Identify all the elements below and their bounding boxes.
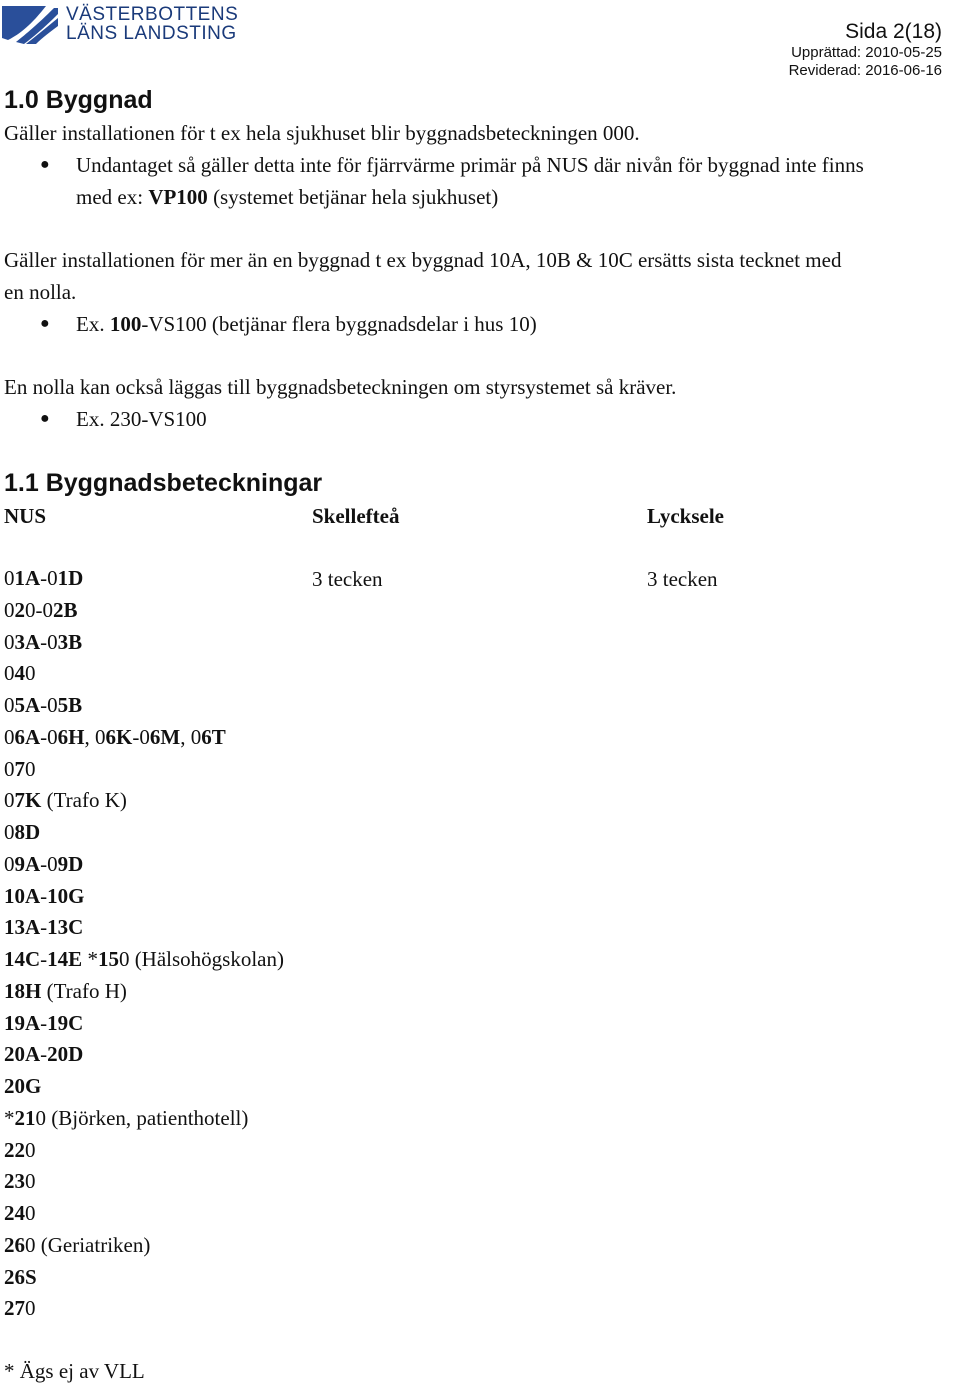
nus-item-segment: 0	[4, 566, 15, 590]
nus-item-segment: -0	[132, 724, 150, 749]
nus-item-segment: 14E	[47, 947, 83, 971]
skelleftea-value: 3 tecken	[312, 567, 383, 591]
nus-item-segment: 23	[4, 1169, 25, 1194]
lycksele-value: 3 tecken	[647, 567, 718, 591]
nus-item-segment: 20A	[4, 1042, 41, 1067]
paragraph-2-line-1: Gäller installationen för mer än en byggnad t ex byggnad 10A, 10B & 10C ersätts sista tecknet med	[4, 248, 842, 272]
column-header-lycksele: Lycksele	[647, 504, 724, 528]
nus-item-segment: 5A	[14, 693, 41, 717]
nus-item-segment: 13C	[47, 915, 84, 940]
nus-item-segment: 0	[4, 724, 15, 749]
bullet-1-line-2: med ex: VP100 (systemet betjänar hela sjukhuset)	[76, 185, 499, 209]
nus-item-segment: -	[40, 1010, 48, 1035]
section-heading-byggnad: 1.0 Byggnad	[4, 86, 153, 114]
column-header-nus: NUS	[4, 504, 47, 528]
nus-building-item	[4, 1198, 284, 1230]
nus-item-segment: 14C	[4, 947, 41, 971]
nus-building-item	[4, 563, 284, 595]
nus-item-segment: 0	[4, 597, 15, 622]
nus-building-item	[4, 944, 284, 976]
nus-item-segment: *	[82, 947, 98, 971]
nus-item-segment: 10A	[4, 883, 41, 908]
nus-item-segment: 20G	[4, 1074, 42, 1098]
nus-item-segment: 9A	[14, 851, 41, 876]
nus-item-segment: 1D	[57, 566, 84, 590]
nus-item-segment: 0	[4, 851, 15, 876]
column-header-skelleftea: Skellefteå	[312, 504, 400, 528]
nus-item-segment: 10G	[47, 883, 85, 908]
nus-item-segment: 0	[4, 820, 15, 844]
nus-item-segment: 6M	[149, 724, 181, 749]
nus-building-item	[4, 1166, 284, 1198]
nus-building-item	[4, 1071, 284, 1103]
nus-item-segment: 0	[4, 756, 15, 781]
bullet-2: Ex. 100-VS100 (betjänar flera byggnadsdelar i hus 10)	[76, 312, 537, 336]
nus-item-segment: -	[40, 883, 48, 908]
paragraph-2-line-2: en nolla.	[4, 280, 77, 304]
logo-text	[66, 5, 238, 43]
nus-item-segment: -0	[40, 851, 58, 876]
nus-building-item	[4, 912, 284, 944]
nus-building-item	[4, 1039, 284, 1071]
nus-item-segment: -	[40, 1042, 48, 1067]
nus-item-segment: 7	[14, 756, 25, 781]
nus-item-segment: 6T	[201, 724, 226, 749]
nus-building-item	[4, 785, 284, 817]
bullet-icon: ●	[40, 156, 50, 173]
nus-item-segment: -0	[40, 693, 58, 717]
nus-building-item	[4, 1230, 284, 1262]
nus-item-segment: -	[40, 947, 48, 971]
nus-item-segment: 26S	[4, 1264, 37, 1289]
nus-item-segment: 21	[14, 1105, 36, 1130]
logo	[2, 4, 242, 46]
nus-item-segment: 3B	[57, 629, 83, 654]
nus-item-segment: 2B	[53, 597, 78, 622]
nus-building-item	[4, 976, 284, 1008]
section-heading-byggnadsbeteckningar: 1.1 Byggnadsbeteckningar	[4, 469, 323, 497]
nus-building-item	[4, 595, 284, 627]
nus-building-item	[4, 849, 284, 881]
nus-item-segment: 0 (Geriatriken)	[25, 1232, 151, 1257]
nus-item-segment: 0 (Hälsohögskolan)	[118, 947, 284, 971]
page-number: Sida 2(18)	[845, 20, 942, 43]
nus-item-segment: 0	[25, 1169, 36, 1194]
logo-line-1: VÄSTERBOTTENS	[66, 4, 239, 25]
nus-item-segment: 0	[25, 756, 36, 781]
nus-building-list	[4, 563, 284, 1325]
nus-item-segment: 6H	[57, 724, 85, 749]
bullet-icon: ●	[40, 315, 50, 332]
nus-item-segment: 2	[14, 597, 25, 622]
nus-item-segment: 0	[25, 661, 36, 686]
paragraph-3: En nolla kan också läggas till byggnadsbeteckningen om styrsystemet så kräver.	[4, 375, 677, 399]
logo-line-2: LÄNS LANDSTING	[66, 23, 237, 44]
nus-item-segment: 1A	[14, 566, 41, 590]
nus-building-item	[4, 1135, 284, 1167]
nus-item-segment: 0 (Björken, patienthotell)	[35, 1105, 249, 1130]
paragraph-1: Gäller installationen för t ex hela sjukhuset blir byggnadsbeteckningen 000.	[4, 121, 640, 145]
nus-building-item	[4, 754, 284, 786]
nus-item-segment: 6A	[14, 724, 41, 749]
nus-item-segment: -0	[40, 724, 58, 749]
bullet-icon: ●	[40, 410, 50, 427]
nus-item-segment: 8D	[14, 820, 41, 844]
footnote: * Ägs ej av VLL	[4, 1359, 145, 1383]
nus-item-segment: 7K	[14, 788, 42, 813]
nus-item-segment: 0	[4, 629, 15, 654]
nus-item-segment: , 0	[180, 724, 202, 749]
header-meta	[789, 20, 942, 80]
nus-building-item	[4, 722, 284, 754]
nus-item-segment: 27	[4, 1296, 25, 1321]
nus-item-segment: 9D	[57, 851, 84, 876]
nus-building-item	[4, 817, 284, 849]
nus-building-item	[4, 1262, 284, 1294]
bullet-3: Ex. 230-VS100	[76, 407, 207, 431]
nus-item-segment: 0	[25, 1137, 36, 1162]
logo-mark-icon	[2, 4, 58, 44]
nus-item-segment: -	[40, 915, 48, 940]
nus-item-segment: 22	[4, 1137, 25, 1162]
nus-item-segment: 6K	[105, 724, 133, 749]
nus-item-segment: 19A	[4, 1010, 41, 1035]
nus-item-segment: 13A	[4, 915, 41, 940]
nus-item-segment: 3A	[14, 629, 41, 654]
nus-item-segment: 19C	[47, 1010, 84, 1035]
nus-item-segment: 0	[4, 693, 15, 717]
nus-item-segment: 5B	[57, 693, 83, 717]
nus-item-segment: 18H	[4, 978, 42, 1003]
nus-item-segment: , 0	[84, 724, 106, 749]
created-date: Upprättad: 2010-05-25	[791, 44, 942, 61]
nus-item-segment: 0	[4, 788, 15, 813]
nus-building-item	[4, 627, 284, 659]
nus-item-segment: 0	[25, 1201, 36, 1225]
nus-item-segment: 4	[14, 661, 25, 686]
nus-item-segment: 0	[25, 1296, 36, 1321]
nus-item-segment: 0	[4, 661, 15, 686]
nus-building-item	[4, 1103, 284, 1135]
nus-item-segment: 24	[4, 1201, 25, 1225]
nus-building-item	[4, 690, 284, 722]
nus-item-segment: -0	[40, 566, 58, 590]
nus-building-item	[4, 658, 284, 690]
nus-building-item	[4, 1008, 284, 1040]
nus-item-segment: 26	[4, 1232, 25, 1257]
nus-item-segment: 20D	[47, 1042, 84, 1067]
nus-item-segment: (Trafo H)	[41, 978, 127, 1003]
nus-item-segment: -0	[40, 629, 58, 654]
nus-item-segment: 15	[97, 947, 119, 971]
nus-item-segment: *	[4, 1105, 15, 1130]
bullet-1-line-1: Undantaget så gäller detta inte för fjärrvärme primär på NUS där nivån för byggnad inte finns	[76, 153, 864, 177]
revised-date: Reviderad: 2016-06-16	[788, 62, 942, 79]
nus-building-item	[4, 1293, 284, 1325]
nus-item-segment: 0-0	[25, 597, 53, 622]
nus-building-item	[4, 881, 284, 913]
nus-item-segment: (Trafo K)	[41, 788, 127, 813]
